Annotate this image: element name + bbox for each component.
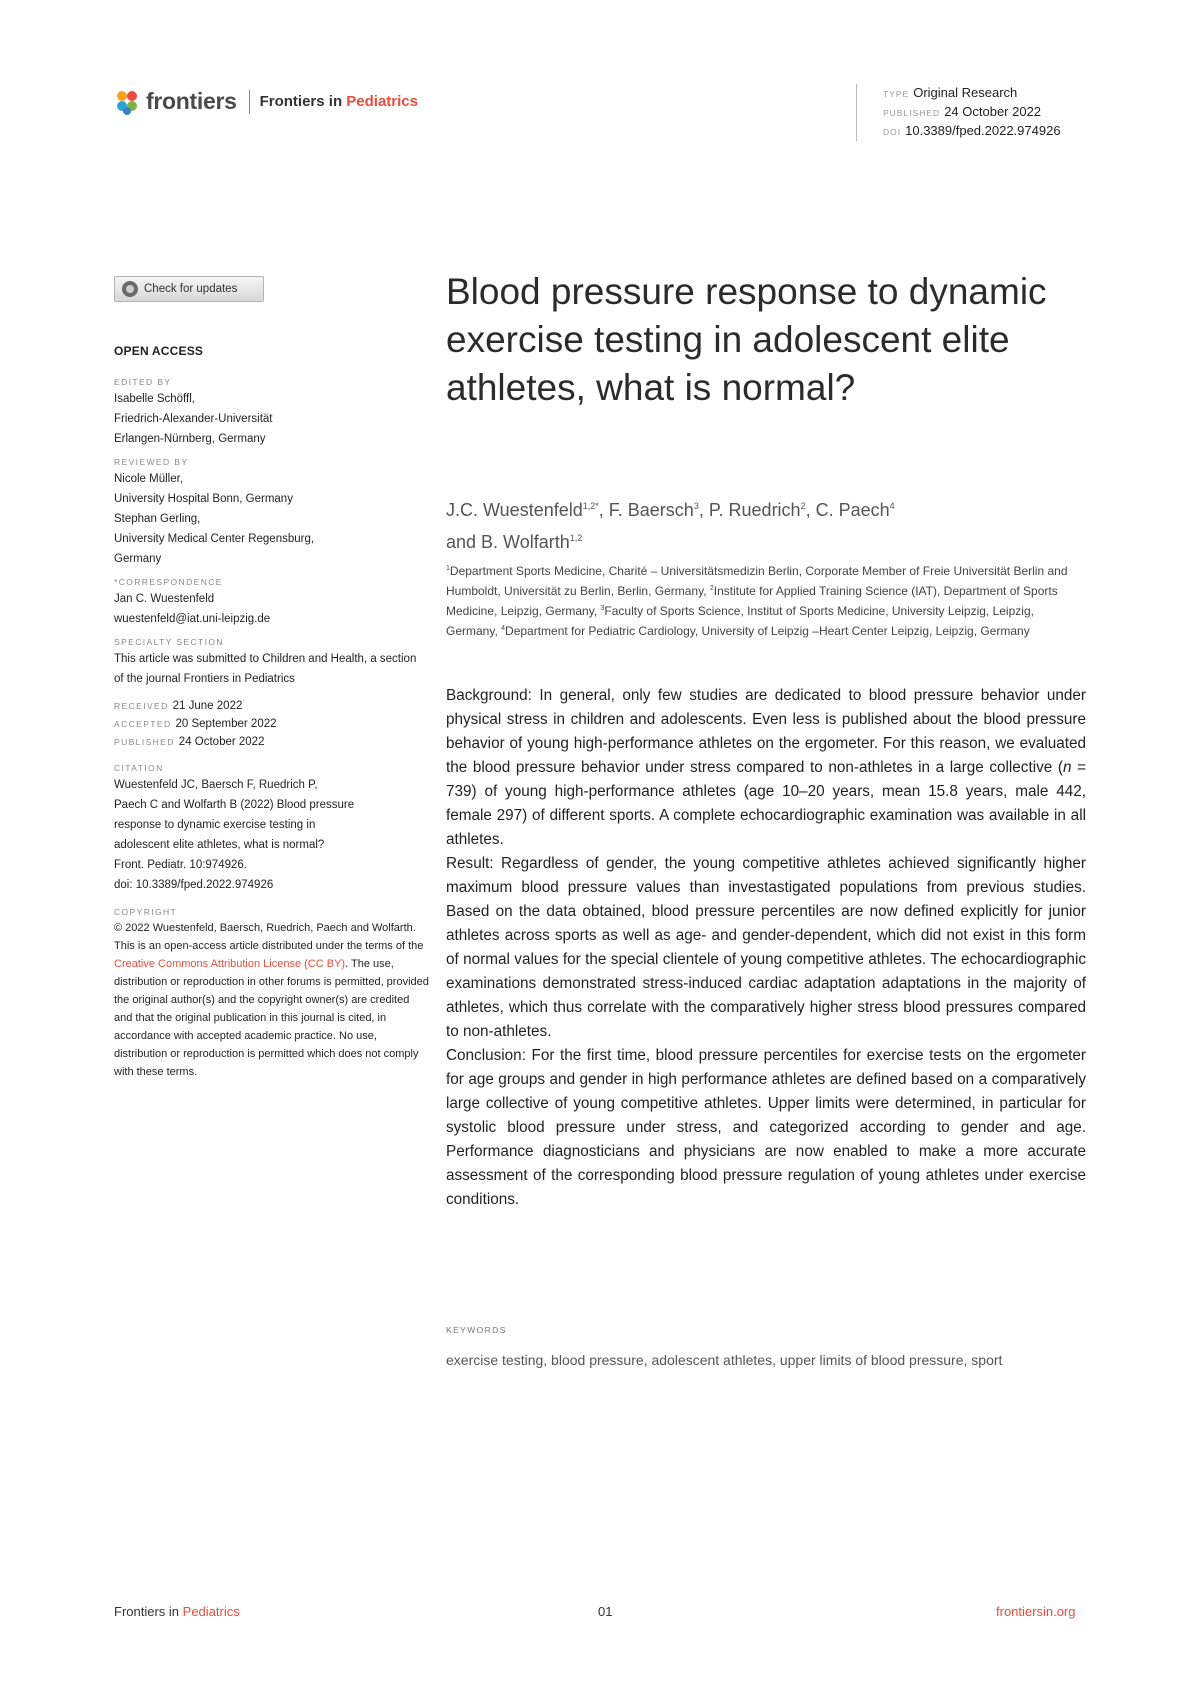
abstract-result: Result: Regardless of gender, the young competitive athletes achieved significantly higher maximum blood pressure values than investastigated populations from previous studies. Based on the data obtained, blood pressure percentiles are now defined explicitly for junior athletes across sports as well as age- and gender-dependent, which did not exist in this form of normal values for the special clientele of young competitive athletes. The echocardiographic examinations demonstrated stress-induced cardiac adaptation adaptations in the majority of athletes, which thus correlate with the comparatively higher stress blood pressures compared to non-athletes. [446, 855, 1086, 1040]
abstract [446, 684, 1086, 1212]
footer-site-link[interactable]: frontiersin.org [996, 1604, 1076, 1619]
footer-journal: Frontiers in Pediatrics [114, 1604, 240, 1619]
journal-prefix: Frontiers in [259, 93, 343, 110]
copyright-text: © 2022 Wuestenfeld, Baersch, Ruedrich, Paech and Wolfarth. This is an open-access article distributed under the terms of the Creative Commons Attribution License (CC BY). The use, distribution or reproduction in other forums is permitted, provided the original author(s) and the copyright owner(s) are credited and that the original publication in this journal is cited, in accordance with accepted academic practice. No use, distribution or reproduction is permitted which does not comply with these terms. [114, 922, 429, 1078]
brand-name: frontiers [146, 88, 237, 114]
journal-title: Pediatrics [346, 93, 418, 110]
frontiers-logo-icon [114, 89, 140, 115]
author-list: J.C. Wuestenfeld$^{1,2*}$, F. Baersch$^3$, P. Ruedrich$^2$, C. Paech$^4$ and B. Wolfarth$^{1,2}$ [446, 500, 895, 552]
cc-by-license-link[interactable]: Creative Commons Attribution License (CC BY) [114, 958, 346, 970]
check-for-updates-label: Check for updates [144, 283, 238, 295]
abstract-conclusion: Conclusion: For the first time, blood pressure percentiles for exercise tests on the ergometer for age groups and gender in high performance athletes are defined based on a comparatively large collective of young competitive athletes. Upper limits were determined, in particular for systolic blood pressure under stress, and categorized according to gender and age. Performance diagnosticians and physicians are now enabled to make a more accurate assessment of the corresponding blood pressure regulation of young athletes under exercise conditions. [446, 1047, 1086, 1208]
author[interactable]: J.C. Wuestenfeld$^{1,2*}$ [446, 500, 599, 520]
meta-published: PUBLISHED 24 October 2022 [883, 104, 1042, 119]
edited-by-label: EDITED BY [114, 377, 172, 387]
author[interactable]: P. Ruedrich$^2$ [708, 500, 806, 520]
edited-by: Isabelle Schöffl, Friedrich-Alexander-Universität Erlangen-Nürnberg, Germany [114, 393, 273, 445]
keywords-label: KEYWORDS [446, 1325, 507, 1335]
received-date: RECEIVED 21 June 2022 [114, 700, 243, 712]
reviewed-by: Nicole Müller, University Hospital Bonn, Germany Stephan Gerling, University Medical Center Regensburg, Germany [114, 473, 315, 565]
reviewed-by-label: REVIEWED BY [114, 457, 189, 467]
affiliations: $^1$Department Sports Medicine, Charité – Universitätsmedizin Berlin, Corporate Member of Freie Universität Berlin and Humboldt, Universität zu Berlin, Berlin, Germany, $^2$Institute for Applied Training Science (IAT), Department of Sports Medicine, Leipzig, Germany, $^3$Faculty of Sports Science, Institut of Sports Medicine, University Leipzig, Leipzig, Germany, $^4$Department for Pediatric Cardiology, University of Leipzig –Heart Center Leipzig, Leipzig, Germany [446, 564, 1068, 638]
open-access-label: OPEN ACCESS [114, 344, 204, 358]
correspondence-label: *CORRESPONDENCE [114, 577, 223, 587]
journal-name [260, 93, 418, 110]
author[interactable]: B. Wolfarth$^{1,2}$ [481, 532, 583, 552]
specialty-section-label: SPECIALTY SECTION [114, 637, 224, 647]
frontiers-logo[interactable] [114, 88, 418, 115]
article-meta [856, 84, 1061, 141]
keywords: exercise testing, blood pressure, adolescent athletes, upper limits of blood pressure, sport [446, 1352, 1003, 1368]
abstract-background: Background: In general, only few studies are dedicated to blood pressure behavior under physical stress in children and adolescents. Even less is published about the blood pressure behavior of young high-performance athletes on the ergometer. For this reason, we evaluated the blood pressure behavior under stress compared to non-athletes in a large collective (n = 739) of young high-performance athletes (age 10–20 years, mean 15.8 years, male 442, female 297) of different sports. A complete echocardiographic examination was available in all athletes. [446, 687, 1086, 848]
logo-divider [249, 90, 250, 114]
correspondence[interactable]: Jan C. Wuestenfeld wuestenfeld@iat.uni-leipzig.de [114, 593, 271, 625]
check-for-updates-button[interactable] [114, 276, 264, 302]
article-title: Blood pressure response to dynamic exercise testing in adolescent elite athletes, what is normal? [446, 271, 1047, 408]
copyright-label: COPYRIGHT [114, 907, 178, 917]
update-icon [122, 281, 138, 297]
author[interactable]: F. Baersch$^3$ [608, 500, 699, 520]
accepted-date: ACCEPTED 20 September 2022 [114, 718, 277, 730]
page-number: 01 [598, 1604, 613, 1619]
published-date: PUBLISHED 24 October 2022 [114, 736, 265, 748]
citation: Wuestenfeld JC, Baersch F, Ruedrich P, Paech C and Wolfarth B (2022) Blood pressure response to dynamic exercise testing in adolescent elite athletes, what is normal? Front. Pediatr. 10:974926. doi: 10.3389/fped.2022.974926 [114, 779, 355, 891]
citation-label: CITATION [114, 763, 164, 773]
meta-doi[interactable]: DOI 10.3389/fped.2022.974926 [883, 123, 1061, 138]
specialty-section: This article was submitted to Children and Health, a section of the journal Frontiers in Pediatrics [114, 653, 417, 685]
sidebar [114, 341, 429, 1081]
author[interactable]: C. Paech$^4$ [815, 500, 895, 520]
meta-type: TYPE Original Research [883, 85, 1018, 100]
